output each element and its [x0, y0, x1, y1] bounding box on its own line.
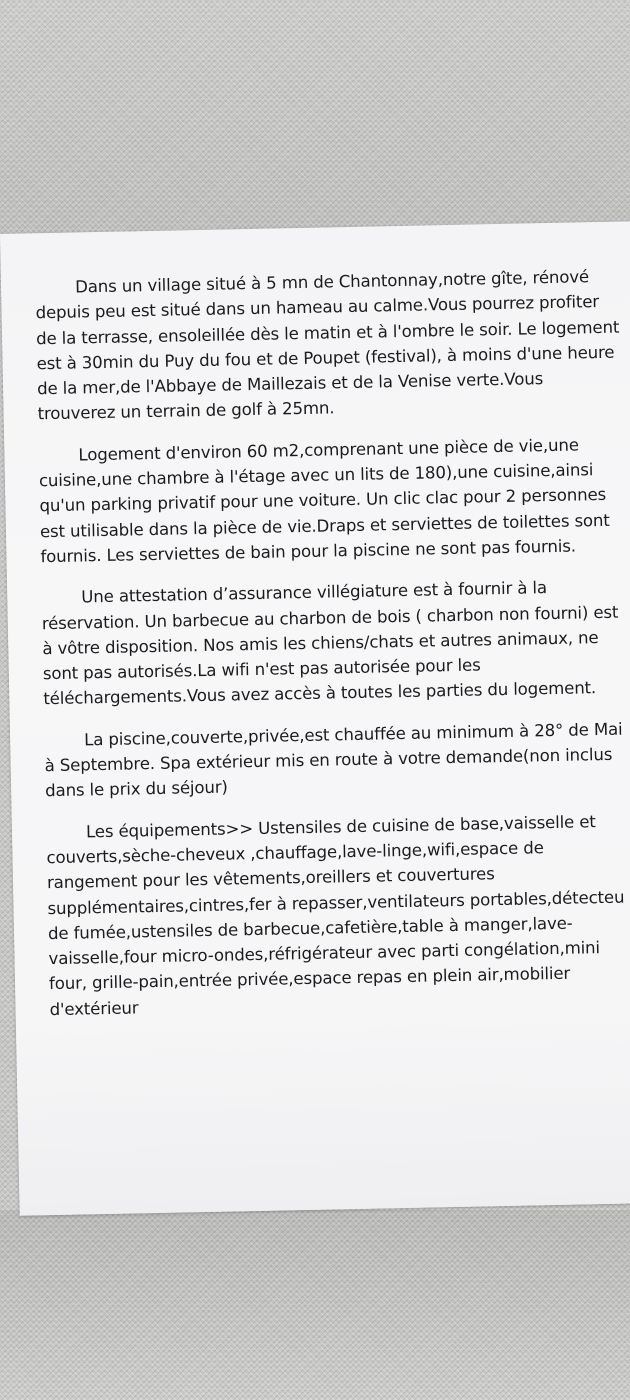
text-line: Logement d'environ 60 m2,comprenant une pièce de vie,une — [78, 435, 579, 465]
text-line: qu'un parking privatif pour une voiture. Un clic clac pour 2 personnes — [39, 485, 607, 516]
text-line: dans le prix du séjour) — [44, 777, 228, 801]
text-line: Une attestation d’assurance villégiature est à fournir à la — [81, 578, 548, 607]
paragraph-accommodation — [38, 430, 630, 569]
fabric-background-top — [0, 0, 630, 250]
text-line: fournis. Les serviettes de bain pour la piscine ne sont pas fournis. — [40, 536, 577, 567]
document-text — [35, 262, 630, 1038]
text-line: trouverez un terrain de golf à 25mn. — [37, 398, 335, 424]
text-line: de la mer,de l'Abbaye de Maillezais et de la Venise verte.Vous — [36, 369, 544, 399]
text-line: Dans un village situé à 5 mn de Chantonnay,notre gîte, rénové — [74, 267, 590, 297]
paper-sheet — [0, 221, 630, 1216]
text-line: Les équipements>> Ustensiles de cuisine de base,vaisselle et — [85, 811, 596, 842]
text-line: de la terrasse, ensoleillée dès le matin et à l'ombre le soir. Le logement — [35, 317, 620, 348]
text-line: supplémentaires,cintres,fer à repasser,ventilateurs portables,détecteu — [47, 887, 625, 918]
paragraph-location — [35, 262, 630, 427]
text-line: La piscine,couverte,privée,est chauffée au minimum à 28° de Mai — [83, 719, 623, 750]
text-line: four, grille-pain,entrée privée,espace repas en plein air,mobilier — [48, 964, 571, 994]
text-line: à vôtre disposition. Nos amis les chiens/chats et autres animaux, ne — [42, 627, 599, 659]
text-line: à Septembre. Spa extérieur mis en route à votre demande(non inclus — [44, 744, 613, 776]
text-line: est à 30min du Puy du fou et de Poupet (festival), à moins d'une heure — [36, 342, 615, 374]
text-line: réservation. Un barbecue au charbon de bois ( charbon non fourni) est — [41, 602, 619, 633]
text-line: depuis peu est situé dans un hameau au calme.Vous pourrez profiter — [35, 292, 600, 323]
paragraph-rules — [41, 573, 630, 712]
text-line: de fumée,ustensiles de barbecue,cafetière,table à manger,lave- — [47, 913, 573, 944]
text-line: rangement pour les vêtements,oreillers et couvertures — [46, 864, 495, 893]
text-line: d'extérieur — [49, 998, 139, 1019]
paragraph-equipment — [46, 807, 630, 1022]
text-line: couverts,sèche-cheveux ,chauffage,lave-linge,wifi,espace de — [46, 838, 544, 868]
text-line: cuisine,une chambre à l'étage avec un lits de 180),une cuisine,ainsi — [38, 460, 594, 491]
fabric-background-bottom — [0, 1210, 630, 1400]
text-line: vaisselle,four micro-ondes,réfrigérateur avec parti congélation,mini — [48, 938, 601, 969]
text-line: téléchargements.Vous avez accès à toutes les parties du logement. — [43, 678, 597, 709]
text-line: sont pas autorisés.La wifi n'est pas autorisée pour les — [42, 655, 481, 684]
text-line: est utilisable dans la pièce de vie.Draps et serviettes de toilettes sont — [39, 510, 610, 541]
paragraph-pool — [44, 715, 630, 804]
